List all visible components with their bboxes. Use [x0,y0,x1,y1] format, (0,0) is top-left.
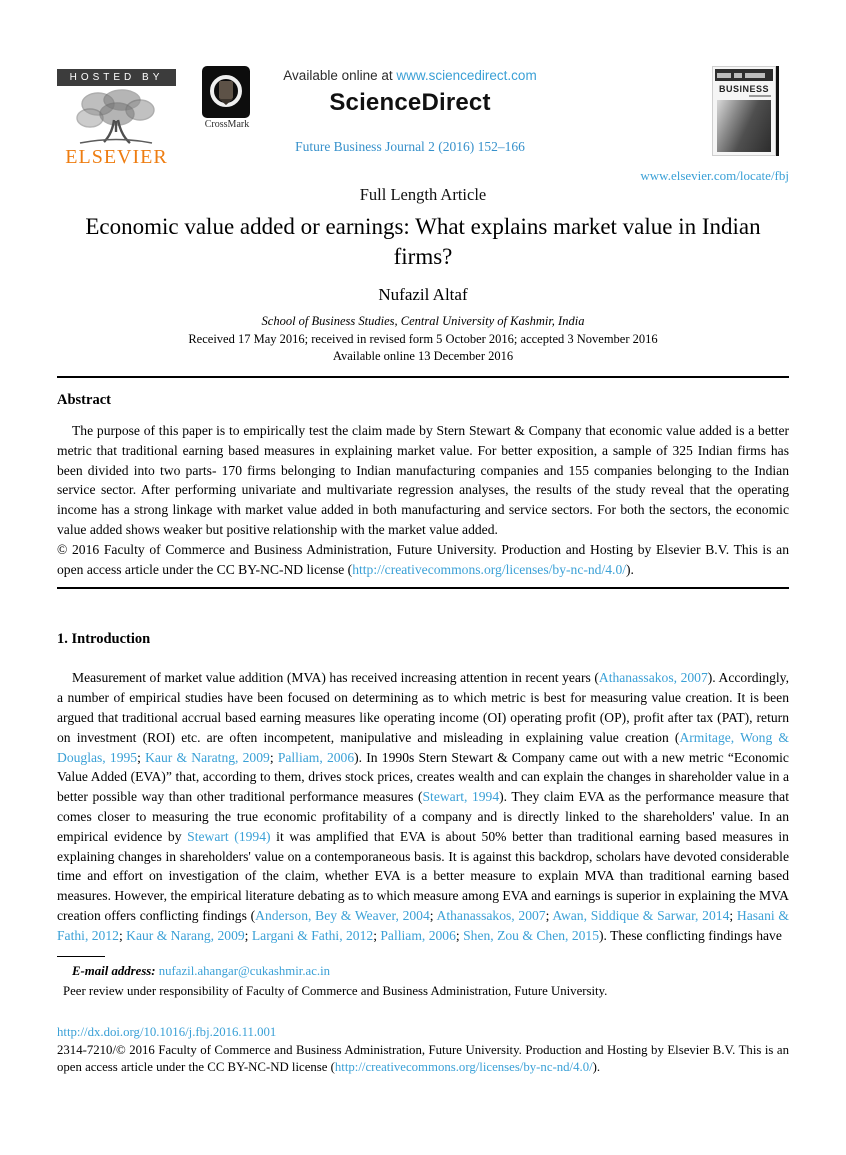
title-block [57,185,789,364]
sciencedirect-link[interactable]: www.sciencedirect.com [396,68,537,83]
peer-review-note: Peer review under responsibility of Faculty of Commerce and Business Administration, Future University. [63,983,608,998]
journal-citation: Future Business Journal 2 (2016) 152–166 [295,139,525,154]
cover-logo-right [745,73,765,78]
cover-subtitle-line [749,95,771,97]
doi-block [57,1024,789,1077]
available-online-date: Available online 13 December 2016 [332,349,514,363]
journal-cover-thumbnail [712,66,776,156]
cover-journal-title: BUSINESS [718,84,769,94]
abstract-bottom-rule [57,587,789,589]
introduction-heading: 1. Introduction [57,631,151,648]
abstract-text: The purpose of this paper is to empirically test the claim made by Stern Stewart & Company that economic value added is a better metric that traditional earning based measures in explaining market value. For better exposition, a sample of 325 Indian firms has been divided into two parts- 170 firms belonging to Indian manufacturing companies and 155 companies belonging to the Indian service sector. After performing univariate and multivariate regression analyses, the results of the study reveal that the operating income has a strong linkage with market value added in both manufacturing and service sectors. For both the sectors, the economic value added shows weaker but positive relationship with the market value added. [57,423,789,537]
email-link[interactable]: nufazil.ahangar@cukashmir.ac.in [158,964,331,978]
citation-link[interactable]: Palliam, 2006 [277,749,355,765]
text-segment: ; [729,907,737,923]
article-title: Economic value added or earnings: What explains market value in Indian firms? [85,214,761,269]
elsevier-locate-link[interactable]: www.elsevier.com/locate/fbj [640,168,789,183]
available-online-line [250,68,570,83]
citation-link[interactable]: Kaur & Narang, 2009 [126,927,245,943]
article-type-label: Full Length Article [359,185,487,204]
author-affiliation: School of Business Studies, Central University of Kashmir, India [261,314,585,328]
header-center [250,68,570,155]
hosted-by-badge: HOSTED BY [57,69,176,86]
abstract-copyright [57,540,789,580]
text-segment: ). [592,1060,601,1074]
abstract-top-rule [57,376,789,378]
email-footnote [57,963,789,981]
citation-link[interactable]: Kaur & Naratng, 2009 [145,749,270,765]
cover-logo-mid [734,73,742,78]
text-segment: ). These conflicting findings have [599,927,782,943]
text-segment: ; [373,927,381,943]
crossmark-block[interactable] [202,66,252,130]
citation-link[interactable]: Athanassakos, 2007 [598,670,708,686]
footnote-rule [57,956,105,957]
article-history: Received 17 May 2016; received in revised form 5 October 2016; accepted 3 November 2016 [188,332,658,346]
citation-link[interactable]: Largani & Fathi, 2012 [251,927,374,943]
issn-copyright-line [57,1042,789,1077]
elsevier-tree-logo [60,88,172,146]
email-label: E-mail address: [72,964,159,978]
text-segment: ; [455,927,464,943]
text-segment: ). Accordingly, a number of empirical studies have been focused on determining as to which metric is best for measuring value creation. It is been argued that traditional accrual based earning measures like operating income (OI) operating profit (OP), profit after tax (PAT), return on investment (ROI) etc. are often incompetent, manipulative and misleading in explaining value creation ( [57,670,789,745]
elsevier-wordmark: ELSEVIER [65,146,168,168]
text-segment: it was amplified that EVA is about 50% better than traditional earning based measures in explaining changes in shareholders' value on a contemporaneous basis. It is against this backdrop, scholars have devoted considerable time and effort on investigation of the claim, whether EVA is a better measure to explain MVA than traditional earning based measures. However, the empirical literature debating as to which measure among EVA and earnings is superior in explaining the MVA creation offers conflicting findings ( [57,828,789,923]
doi-link[interactable]: http://dx.doi.org/10.1016/j.fbj.2016.11.001 [57,1025,277,1039]
text-segment: Measurement of market value addition (MVA) has received increasing attention in recent years ( [72,670,599,686]
text-segment: ; [244,927,252,943]
cover-header-strip [715,69,773,81]
citation-link[interactable]: Hasani & Fathi, 2012 [57,907,789,943]
introduction-paragraph [57,668,789,945]
citation-link[interactable]: Athanassakos, 2007 [436,907,546,923]
citation-link[interactable]: http://creativecommons.org/licenses/by-nc-nd/4.0/ [334,1060,593,1074]
citation-link[interactable]: Stewart, 1994 [422,789,500,805]
text-segment: ; [269,749,278,765]
citation-link[interactable]: http://creativecommons.org/licenses/by-nc-nd/4.0/ [352,561,627,577]
cover-building-photo [717,100,771,152]
abstract-heading: Abstract [57,392,111,408]
text-segment: © 2016 Faculty of Commerce and Business Administration, Future University. Production and Hosting by Elsevier B.V. This is an open access article under the CC BY-NC-ND license ( [57,541,789,577]
citation-link[interactable]: Anderson, Bey & Weaver, 2004 [255,907,430,923]
text-segment: ). They claim EVA as the performance measure that comes closer to measuring the true economic profitability of a company and is directly linked to the shareholders' value. In an empirical evidence by [57,789,789,844]
text-segment: ; [429,907,437,923]
citation-link[interactable]: Armitage, Wong & Douglas, 1995 [57,729,789,765]
sciencedirect-logo: ScienceDirect [329,89,491,116]
crossmark-label: CrossMark [204,119,250,130]
text-segment: ; [137,749,146,765]
cover-logo-left [717,73,731,78]
citation-link[interactable]: Palliam, 2006 [380,927,456,943]
cover-spine-bar [776,66,779,156]
text-segment: ; [545,907,553,923]
crossmark-icon [202,66,250,118]
main-content [57,376,789,946]
text-segment: ). In 1990s Stern Stewart & Company came out with a new metric “Economic Value Added (EVA)” that, according to them, drives stock prices, creates wealth and can explain the changes in shareholder value in a better possible way than other traditional performance measures ( [57,749,789,805]
text-segment: ; [118,927,127,943]
available-online-text: Available online at [283,68,397,83]
citation-link[interactable]: Stewart (1994) [187,828,271,844]
author-name: Nufazil Altaf [378,285,468,304]
citation-link[interactable]: Shen, Zou & Chen, 2015 [463,927,600,943]
text-segment: 2314-7210/© 2016 Faculty of Commerce and Business Administration, Future University. Production and Hosting by Elsevier B.V. This is an open access article under the CC BY-NC-ND license ( [57,1042,789,1074]
footnotes [57,956,789,1077]
text-segment: ). [626,561,634,577]
citation-link[interactable]: Awan, Siddique & Sarwar, 2014 [552,907,730,923]
